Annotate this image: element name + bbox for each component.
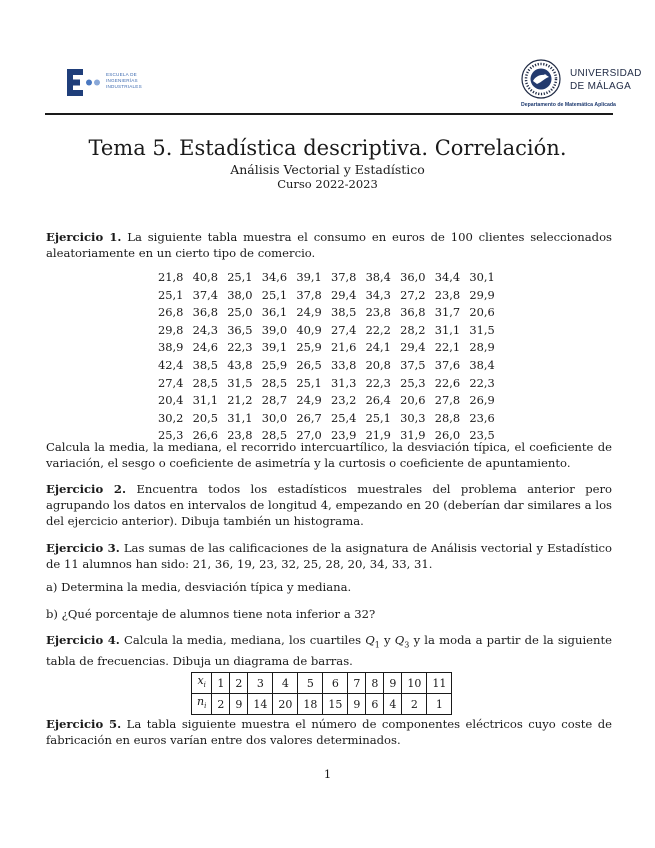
data-cell: 22,6: [434, 375, 461, 390]
data-row: [158, 358, 506, 376]
data-cell: 30,3: [400, 410, 426, 425]
x-value-cell: 2: [230, 673, 248, 694]
exercise-5-label: Ejercicio 5.: [46, 717, 122, 731]
data-cell: 24,6: [192, 340, 218, 355]
data-cell: 20,6: [400, 393, 426, 408]
data-cell: 40,8: [192, 270, 218, 284]
data-cell: 29,9: [469, 287, 495, 302]
data-cell: 20,5: [192, 410, 218, 425]
data-cell: 20,4: [158, 393, 184, 408]
exercise-3-part-a: a) Determina la media, desviación típica y mediana.: [46, 580, 352, 594]
data-cell: 31,5: [227, 375, 253, 390]
x-value-cell: 7: [348, 673, 366, 694]
x-value-cell: 10: [402, 673, 427, 694]
n-value-cell: 2: [402, 694, 427, 715]
data-row: [158, 305, 506, 323]
data-cell: 37,4: [192, 287, 218, 302]
exercise-1-question: Calcula la media, la mediana, el recorrido intercuartílico, la desviación típica, el coeficiente de variación, el sesgo o coeficiente de asimetría y la curtosis o coeficiente de apuntamiento.: [46, 440, 612, 470]
n-value-cell: 14: [248, 694, 273, 715]
n-value-cell: 6: [366, 694, 384, 715]
n-label: $n_i$: [192, 694, 212, 715]
university-name: UNIVERSIDAD DE MÁLAGA: [570, 68, 642, 92]
data-cell: 38,5: [330, 305, 357, 320]
department-name: Departamento de Matemática Aplicada: [521, 102, 616, 108]
data-cell: 23,5: [469, 428, 495, 443]
n-value-cell: 4: [384, 694, 402, 715]
n-value-cell: 15: [323, 694, 348, 715]
data-cell: 25,4: [330, 410, 357, 425]
data-cell: 31,1: [227, 410, 253, 425]
data-cell: 26,5: [296, 357, 322, 372]
x-value-cell: 1: [212, 673, 230, 694]
data-row: [158, 340, 506, 358]
data-cell: 31,3: [330, 375, 357, 390]
data-cell: 36,5: [227, 322, 253, 337]
x-value-cell: 5: [298, 673, 323, 694]
data-row: [158, 288, 506, 306]
data-cell: 25,3: [158, 428, 184, 443]
data-cell: 27,8: [434, 393, 461, 408]
exercise-3-text: Las sumas de las calificaciones de la asignatura de Análisis vectorial y Estadístico de 11 alumnos han sido: 21, 36, 19, 23, 32, 25, 28, 20, 34, 33, 31.: [46, 541, 613, 571]
data-cell: 34,4: [434, 270, 461, 284]
data-row: [158, 323, 506, 341]
data-cell: 25,1: [158, 287, 184, 302]
consumption-data-table: [158, 270, 506, 446]
x-value-cell: 6: [323, 673, 348, 694]
data-cell: 21,6: [330, 340, 357, 355]
data-cell: 23,8: [434, 287, 461, 302]
frequency-row-x: [192, 673, 452, 694]
n-value-cell: 1: [427, 694, 452, 715]
data-cell: 22,3: [365, 375, 391, 390]
data-cell: 26,6: [192, 428, 218, 443]
data-cell: 24,3: [192, 322, 218, 337]
data-cell: 28,2: [400, 322, 426, 337]
data-cell: 21,8: [158, 270, 184, 284]
exercise-2: [46, 481, 612, 529]
data-cell: 34,3: [365, 287, 391, 302]
page-title: Tema 5. Estadística descriptiva. Correlación.: [88, 136, 567, 160]
exercise-3: [46, 540, 612, 572]
data-cell: 37,8: [330, 270, 357, 284]
data-row: [158, 270, 506, 288]
data-cell: 36,8: [192, 305, 218, 320]
n-value-cell: 18: [298, 694, 323, 715]
data-cell: 38,0: [227, 287, 253, 302]
x-value-cell: 11: [427, 673, 452, 694]
data-cell: 26,7: [296, 410, 322, 425]
data-row: [158, 376, 506, 394]
school-name: ESCUELA DE INGENIERÍAS INDUSTRIALES: [106, 72, 142, 89]
data-cell: 25,1: [296, 375, 322, 390]
data-cell: 25,9: [261, 357, 288, 372]
data-cell: 31,9: [400, 428, 426, 443]
exercise-3-part-b: b) ¿Qué porcentaje de alumnos tiene nota inferior a 32?: [46, 607, 376, 621]
data-cell: 38,4: [365, 270, 391, 284]
data-cell: 29,4: [330, 287, 357, 302]
data-cell: 38,9: [158, 340, 184, 355]
data-cell: 43,8: [227, 357, 253, 372]
data-cell: 26,9: [469, 393, 495, 408]
data-row: [158, 411, 506, 429]
data-cell: 29,4: [400, 340, 426, 355]
n-value-cell: 9: [348, 694, 366, 715]
data-cell: 27,0: [296, 428, 322, 443]
data-cell: 23,8: [227, 428, 253, 443]
data-cell: 31,1: [192, 393, 218, 408]
data-cell: 42,4: [158, 357, 184, 372]
data-cell: 28,8: [434, 410, 461, 425]
data-cell: 25,3: [400, 375, 426, 390]
data-cell: 24,9: [296, 393, 322, 408]
data-cell: 22,2: [365, 322, 391, 337]
course-year: Curso 2022-2023: [277, 177, 378, 191]
x-label: $x_i$: [192, 673, 212, 694]
data-cell: 38,5: [192, 357, 218, 372]
data-cell: 28,5: [192, 375, 218, 390]
x-value-cell: 9: [384, 673, 402, 694]
data-cell: 37,5: [400, 357, 426, 372]
n-value-cell: 9: [230, 694, 248, 715]
data-cell: 23,8: [365, 305, 391, 320]
data-cell: 37,8: [296, 287, 322, 302]
n-value-cell: 2: [212, 694, 230, 715]
data-cell: 37,6: [434, 357, 461, 372]
frequency-row-n: [192, 694, 452, 715]
data-cell: 27,4: [330, 322, 357, 337]
data-cell: 39,1: [296, 270, 322, 284]
exercise-5-text: La tabla siguiente muestra el número de componentes eléctricos cuyo coste de fabricación en euros varían entre dos valores determinados.: [46, 717, 612, 747]
data-cell: 28,7: [261, 393, 288, 408]
data-cell: 34,6: [261, 270, 288, 284]
data-cell: 25,1: [261, 287, 288, 302]
x-value-cell: 4: [273, 673, 298, 694]
data-cell: 23,6: [469, 410, 495, 425]
eii-logo-icon: [66, 68, 102, 98]
data-cell: 39,0: [261, 322, 288, 337]
data-cell: 33,8: [330, 357, 357, 372]
data-cell: 36,1: [261, 305, 288, 320]
exercise-1: [46, 229, 612, 261]
data-row: [158, 393, 506, 411]
data-cell: 36,8: [400, 305, 426, 320]
data-cell: 25,1: [365, 410, 391, 425]
data-cell: 22,3: [469, 375, 495, 390]
university-logo: [518, 58, 642, 112]
data-cell: 28,9: [469, 340, 495, 355]
data-cell: 26,0: [434, 428, 461, 443]
data-cell: 21,2: [227, 393, 253, 408]
data-cell: 21,9: [365, 428, 391, 443]
exercise-4-label: Ejercicio 4.: [46, 633, 120, 647]
data-cell: 24,1: [365, 340, 391, 355]
data-cell: 27,4: [158, 375, 184, 390]
data-cell: 30,0: [261, 410, 288, 425]
subject-title: Análisis Vectorial y Estadístico: [230, 162, 425, 177]
data-cell: 22,3: [227, 340, 253, 355]
data-cell: 28,5: [261, 428, 288, 443]
data-cell: 31,7: [434, 305, 461, 320]
exercise-2-text: Encuentra todos los estadísticos muestrales del problema anterior pero agrupando los datos en intervalos de longitud 4, empezando en 20 (deberían dar similares a los del ejercicio anterior). Dibuja también un histograma.: [46, 482, 613, 528]
exercise-2-label: Ejercicio 2.: [46, 482, 127, 496]
data-cell: 36,0: [400, 270, 426, 284]
data-cell: 40,9: [296, 322, 322, 337]
data-cell: 29,8: [158, 322, 184, 337]
exercise-1-label: Ejercicio 1.: [46, 230, 122, 244]
data-cell: 23,2: [330, 393, 357, 408]
data-cell: 28,5: [261, 375, 288, 390]
data-cell: 23,9: [330, 428, 357, 443]
exercise-5: [46, 716, 612, 748]
data-cell: 26,8: [158, 305, 184, 320]
data-cell: 20,6: [469, 305, 495, 320]
page-number: 1: [323, 767, 332, 781]
data-cell: 25,0: [227, 305, 253, 320]
data-cell: 22,1: [434, 340, 461, 355]
data-cell: 25,1: [227, 270, 253, 284]
exercise-3-label: Ejercicio 3.: [46, 541, 120, 555]
frequency-table: [191, 672, 452, 715]
data-cell: 25,9: [296, 340, 322, 355]
data-cell: 30,2: [158, 410, 184, 425]
exercise-1-text: La siguiente tabla muestra el consumo en euros de 100 clientes seleccionados aleatoriamente en un cierto tipo de comercio.: [46, 230, 612, 260]
n-value-cell: 20: [273, 694, 298, 715]
data-cell: 39,1: [261, 340, 288, 355]
data-cell: 26,4: [365, 393, 391, 408]
data-cell: 38,4: [469, 357, 495, 372]
data-cell: 31,1: [434, 322, 461, 337]
data-cell: 30,1: [469, 270, 495, 284]
data-cell: 31,5: [469, 322, 495, 337]
data-cell: 20,8: [365, 357, 391, 372]
school-logo: [66, 68, 146, 100]
exercise-4: Ejercicio 4. Calcula la media, mediana, los cuartiles $Q_1$ y $Q_3$ y la moda a partir de la siguiente tabla de frecuencias. Dibuja un diagrama de barras.: [46, 633, 612, 669]
x-value-cell: 3: [248, 673, 273, 694]
header-divider: [45, 113, 613, 115]
data-cell: 27,2: [400, 287, 426, 302]
x-value-cell: 8: [366, 673, 384, 694]
data-cell: 24,9: [296, 305, 322, 320]
uma-seal-icon: [518, 58, 564, 100]
